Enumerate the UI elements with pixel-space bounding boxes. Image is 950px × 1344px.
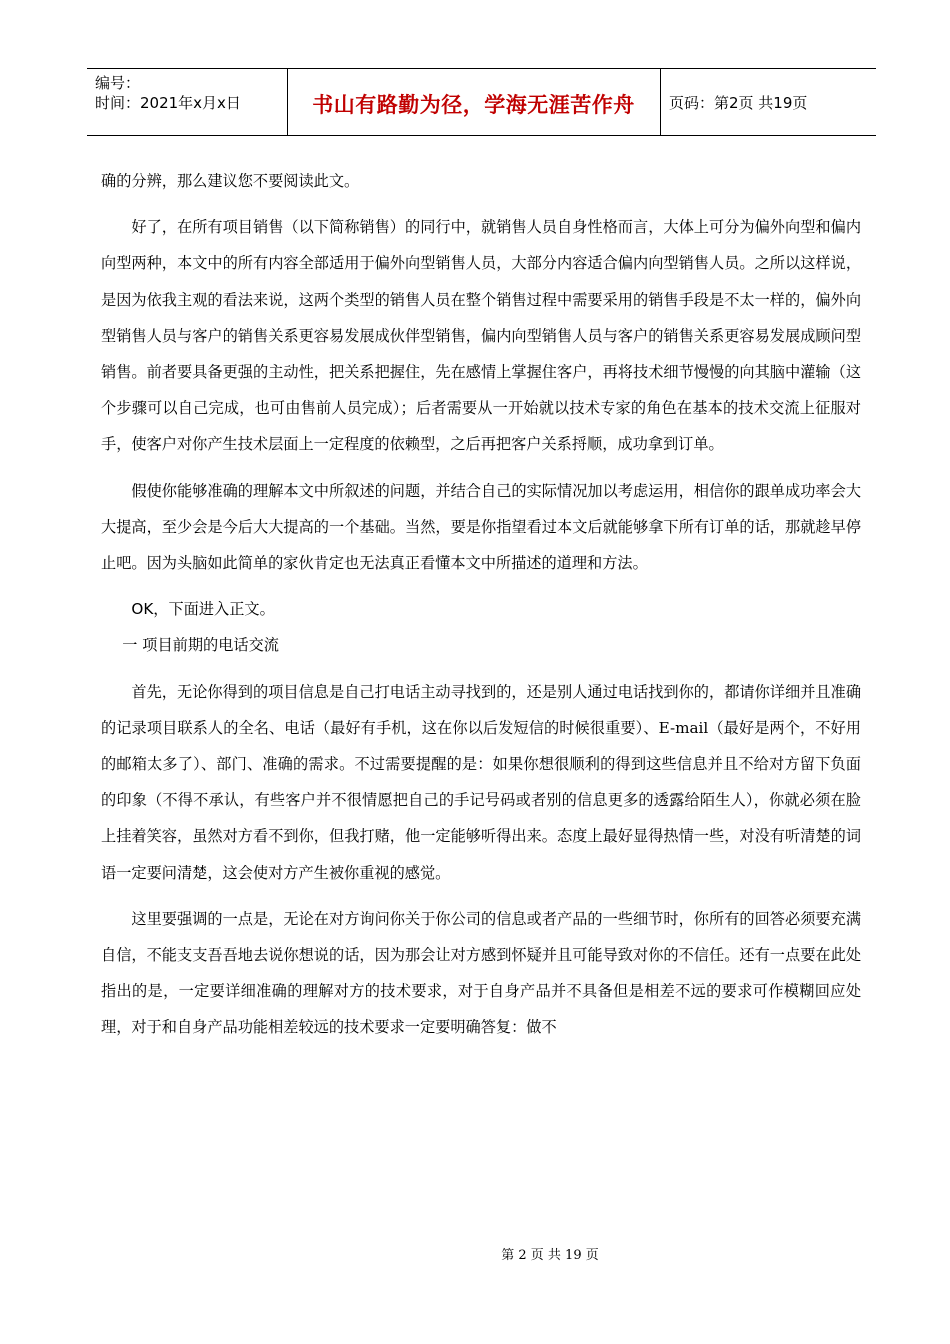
page-header [87, 68, 876, 136]
paragraph: 假使你能够准确的理解本文中所叙述的问题，并结合自己的实际情况加以考虑运用，相信你的跟单成功率会大大提高，至少会是今后大大提高的一个基础。当然，要是你指望看过本文后就能够拿下所有订单的话，那就趁早停止吧。因为头脑如此简单的家伙肯定也无法真正看懂本文中所描述的道理和方法。 [101, 481, 861, 573]
paragraph: 好了，在所有项目销售（以下简称销售）的同行中，就销售人员自身性格而言，大体上可分为偏外向型和偏内向型两种，本文中的所有内容全部适用于偏外向型销售人员，大部分内容适合偏内向型销售人员。之所以这样说，是因为依我主观的看法来说，这两个类型的销售人员在整个销售过程中需要采用的销售手段是不太一样的，偏外向型销售人员与客户的销售关系更容易发展成伙伴型销售，偏内向型销售人员与客户的销售关系更容易发展成顾问型销售。前者要具备更强的主动性，把关系把握住，先在感情上掌握住客户，再将技术细节慢慢的向其脑中灌输（这个步骤可以自己完成，也可由售前人员完成）；后者需要从一开始就以技术专家的角色在基本的技术交流上征服对手，使客户对你产生技术层面上一定程度的依赖型，之后再把客户关系捋顺，成功拿到订单。 [101, 218, 861, 454]
number-label: 编号： [95, 74, 141, 92]
header-motto: 书山有路勤为径，学海无涯苦作舟 [312, 93, 635, 117]
paragraph: 这里要强调的一点是，无论在对方询问你关于你公司的信息或者产品的一些细节时，你所有的回答必须要充满自信，不能支支吾吾地去说你想说的话，因为那会让对方感到怀疑并且可能导致对你的不信任。还有一点要在此处指出的是，一定要详细准确的理解对方的技术要求，对于自身产品并不具备但是相差不远的要求可作模糊回应处理，对于和自身产品功能相差较远的技术要求一定要明确答复：做不 [101, 909, 861, 1037]
paragraph: 确的分辨，那么建议您不要阅读此文。 [101, 172, 360, 190]
time-label: 时间：2021年x月x日 [95, 94, 241, 112]
paragraph: 首先，无论你得到的项目信息是自己打电话主动寻找到的，还是别人通过电话找到你的，都请你详细并且准确的记录项目联系人的全名、电话（最好有手机，这在你以后发短信的时候很重要）、E-mail（最好是两个，不好用的邮箱太多了）、部门、准确的需求。不过需要提醒的是：如果你想很顺利的得到这些信息并且不给对方留下负面的印象（不得不承认，有些客户并不很情愿把自己的手记号码或者别的信息更多的透露给陌生人），你就必须在脸上挂着笑容，虽然对方看不到你，但我打赌，他一定能够听得出来。态度上最好显得热情一些，对没有听清楚的词语一定要问清楚，这会使对方产生被你重视的感觉。 [101, 682, 861, 882]
document-body [101, 163, 861, 1046]
header-page-number: 页码：第2页 共19页 [669, 94, 808, 112]
section-heading: 一 项目前期的电话交流 [122, 636, 279, 655]
paragraph: OK，下面进入正文。 [131, 600, 275, 619]
page-footer: 第 2 页 共 19 页 [501, 1248, 599, 1263]
header-meta [95, 73, 285, 113]
header-divider [660, 69, 661, 135]
